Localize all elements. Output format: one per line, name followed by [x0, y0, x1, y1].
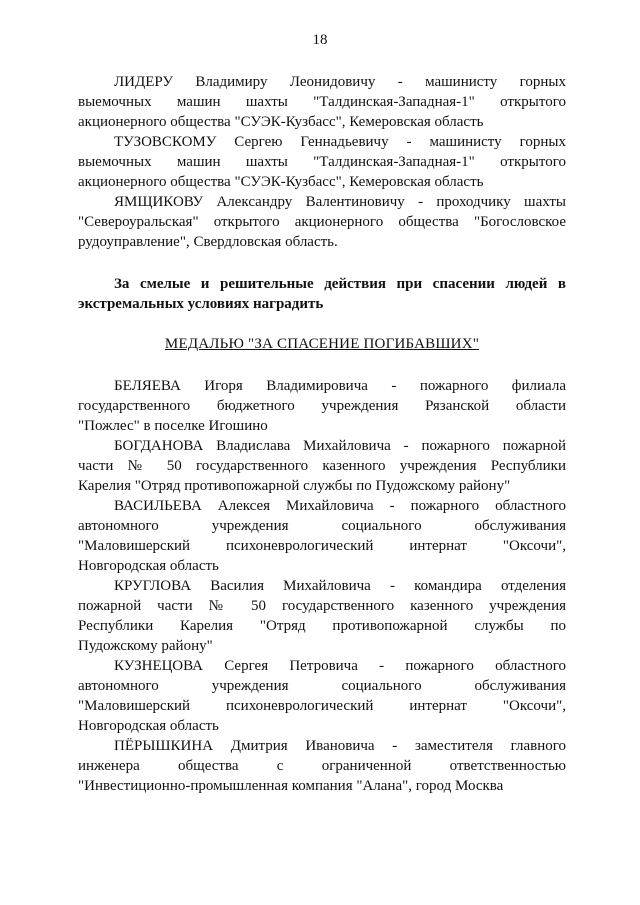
award-entry [78, 132, 566, 192]
award-entry-line: части № 50 государственного казенного учреждения Республики [78, 458, 566, 474]
award-entry [78, 576, 566, 656]
award-entry [78, 436, 566, 496]
award-entry-line: автономного учреждения социального обслуживания [78, 518, 566, 534]
award-entry [78, 72, 566, 132]
award-heading-line-1: За смелые и решительные действия при спасении людей в [114, 276, 566, 292]
award-entry-line: инженера общества с ограниченной ответственностью [78, 758, 566, 774]
award-entry-line: ПЁРЫШКИНА Дмитрия Ивановича - заместителя главного [114, 738, 566, 754]
award-entry-line: КУЗНЕЦОВА Сергея Петровича - пожарного областного [114, 658, 566, 674]
award-entry-line: "Маловишерский психоневрологический интернат "Оксочи", [78, 538, 566, 554]
award-list-group-1 [78, 72, 566, 252]
medal-title: МЕДАЛЬЮ "ЗА СПАСЕНИЕ ПОГИБАВШИХ" [164, 336, 480, 352]
award-entry-line: акционерного общества "СУЭК-Кузбасс", Кемеровская область [78, 114, 484, 130]
award-entry-line: БЕЛЯЕВА Игоря Владимировича - пожарного филиала [114, 378, 566, 394]
award-entry [78, 656, 566, 736]
award-entry-line: выемочных машин шахты "Талдинская-Западная-1" открытого [78, 154, 566, 170]
award-entry-line: ЛИДЕРУ Владимиру Леонидовичу - машинисту горных [114, 74, 566, 90]
award-entry [78, 376, 566, 436]
award-entry [78, 192, 566, 252]
award-entry-line: ТУЗОВСКОМУ Сергею Геннадьевичу - машинисту горных [114, 134, 566, 150]
award-entry-line: "Маловишерский психоневрологический интернат "Оксочи", [78, 698, 566, 714]
award-entry [78, 496, 566, 576]
award-entry-line: КРУГЛОВА Василия Михайловича - командира отделения [114, 578, 566, 594]
award-entry-line: ЯМЩИКОВУ Александру Валентиновичу - проходчику шахты [114, 194, 566, 210]
award-entry-line: ВАСИЛЬЕВА Алексея Михайловича - пожарного областного [114, 498, 566, 514]
award-entry-line: Новгородская область [78, 718, 219, 734]
award-heading [78, 274, 566, 314]
award-entry-line: "Инвестиционно-промышленная компания "Алана", город Москва [78, 778, 504, 794]
document-body [78, 72, 566, 796]
award-list-group-2 [78, 376, 566, 796]
award-entry [78, 736, 566, 796]
award-entry-line: БОГДАНОВА Владислава Михайловича - пожарного пожарной [114, 438, 566, 454]
award-entry-line: государственного бюджетного учреждения Рязанской области [78, 398, 566, 414]
award-entry-line: Пудожскому району" [78, 638, 213, 654]
award-entry-line: "Североуральская" открытого акционерного общества "Богословское [78, 214, 566, 230]
award-entry-line: Новгородская область [78, 558, 219, 574]
award-entry-line: автономного учреждения социального обслуживания [78, 678, 566, 694]
award-heading-line-2: экстремальных условиях наградить [78, 296, 324, 312]
award-entry-line: "Пожлес" в поселке Игошино [78, 418, 268, 434]
award-entry-line: пожарной части № 50 государственного казенного учреждения [78, 598, 566, 614]
award-entry-line: акционерного общества "СУЭК-Кузбасс", Кемеровская область [78, 174, 484, 190]
page-number: 18 [312, 32, 328, 48]
award-entry-line: рудоуправление", Свердловская область. [78, 234, 338, 250]
award-entry-line: Карелия "Отряд противопожарной службы по Пудожскому району" [78, 478, 511, 494]
award-entry-line: выемочных машин шахты "Талдинская-Западная-1" открытого [78, 94, 566, 110]
award-entry-line: Республики Карелия "Отряд противопожарной службы по [78, 618, 566, 634]
